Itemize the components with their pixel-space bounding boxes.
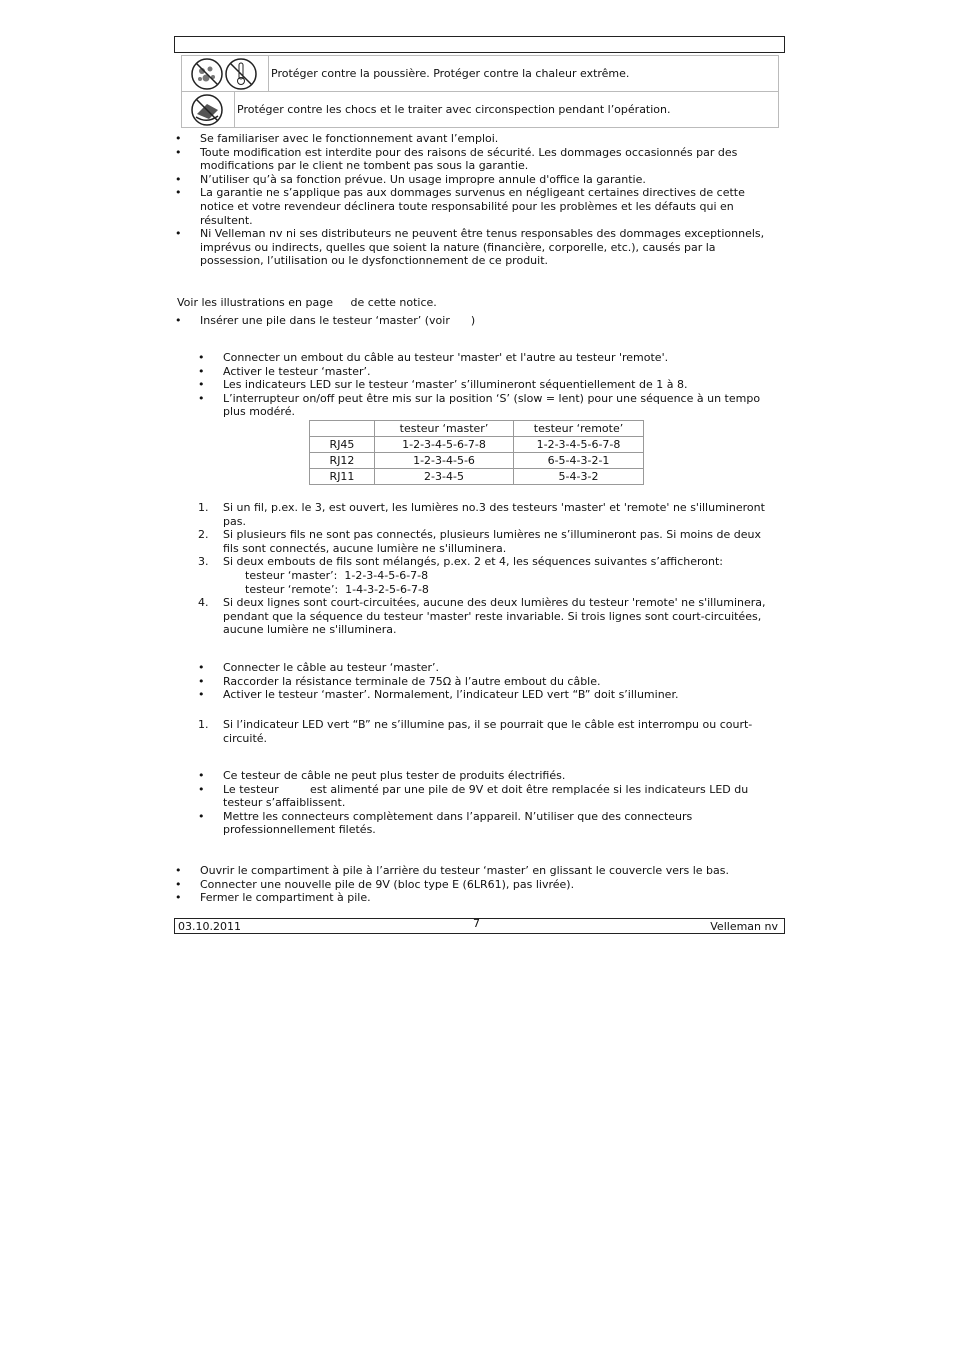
no-heat-icon bbox=[226, 59, 256, 89]
notes-list bbox=[198, 769, 778, 837]
list-item: • Activer le testeur ‘master’. bbox=[198, 365, 778, 379]
warning-text: Protéger contre la poussière. Protéger contre la chaleur extrême. bbox=[271, 66, 630, 80]
table-cell: 1-2-3-4-5-6-7-8 bbox=[375, 437, 514, 453]
list-item bbox=[198, 501, 778, 528]
footer-company: Velleman nv bbox=[710, 920, 778, 933]
warning-row-dust-heat bbox=[181, 55, 779, 92]
item-text: Si un fil, p.ex. le 3, est ouvert, les lumières no.3 des testeurs 'master' et 'remote' ne s'illumineront pas. bbox=[223, 501, 765, 528]
footer bbox=[174, 918, 785, 934]
sequence-line: testeur ‘remote’: 1-4-3-2-5-6-7-8 bbox=[245, 582, 429, 596]
sequence-line: testeur ‘master’: 1-2-3-4-5-6-7-8 bbox=[245, 568, 429, 582]
table-cell: RJ45 bbox=[310, 437, 375, 453]
warning-icons bbox=[182, 56, 269, 91]
list-item: • Activer le testeur ‘master’. Normalement, l’indicateur LED vert “B” doit s’illuminer. bbox=[198, 688, 778, 702]
list-item: • La garantie ne s’applique pas aux dommages survenus en négligeant certaines directives de cette notice et votre revendeur déclinera toute responsabilité pour les problèmes et les défauts qui en résultent. bbox=[175, 186, 775, 227]
general-guidelines-list bbox=[175, 132, 775, 268]
list-item: • Ni Velleman nv ni ses distributeurs ne peuvent être tenus responsables des dommages exceptionnels, imprévus ou indirects, quelles que soient la nature (financière, corporelle, etc.), causés par la possession, l’utilisation ou le dysfonctionnement de ce produit. bbox=[175, 227, 775, 268]
list-item: • Mettre les connecteurs complètement dans l’appareil. N’utiliser que des connecteurs professionnellement filetés. bbox=[198, 810, 778, 837]
list-item: • Connecter un embout du câble au testeur 'master' et l'autre au testeur 'remote'. bbox=[198, 351, 778, 365]
usage-list bbox=[198, 351, 778, 419]
table-cell: 1-2-3-4-5-6 bbox=[375, 453, 514, 469]
table-header-row bbox=[310, 421, 644, 437]
no-dust-icon bbox=[182, 56, 268, 91]
warning-text: Protéger contre les chocs et le traiter avec circonspection pendant l’opération. bbox=[237, 102, 671, 116]
list-item: • Le testeur est alimenté par une pile de 9V et doit être remplacée si les indicateurs LED du testeur s’affaiblissent. bbox=[198, 783, 778, 810]
list-item: • N’utiliser qu’à sa fonction prévue. Un usage impropre annule d'office la garantie. bbox=[175, 173, 775, 187]
footer-date: 03.10.2011 bbox=[178, 920, 241, 933]
list-item: • Raccorder la résistance terminale de 75Ω à l’autre embout du câble. bbox=[198, 675, 778, 689]
page-number: 7 bbox=[473, 917, 480, 930]
table-cell: RJ12 bbox=[310, 453, 375, 469]
list-item: • Ouvrir le compartiment à pile à l’arrière du testeur ‘master’ en glissant le couvercle vers le bas. bbox=[175, 864, 775, 878]
header-bar bbox=[174, 36, 785, 53]
item-text: Si l’indicateur LED vert “B” ne s’illumine pas, il se pourrait que le câble est interrompu ou court-circuité. bbox=[223, 718, 753, 745]
list-item: • Connecter une nouvelle pile de 9V (bloc type E (6LR61), pas livrée). bbox=[175, 878, 775, 892]
list-item: • L’interrupteur on/off peut être mis sur la position ‘S’ (slow = lent) pour une séquence à un tempo plus modéré. bbox=[198, 392, 778, 419]
table-cell: 6-5-4-3-2-1 bbox=[514, 453, 644, 469]
table-header-cell: testeur ‘remote’ bbox=[514, 421, 644, 437]
item-number: 3. bbox=[198, 555, 209, 569]
table-row bbox=[310, 437, 644, 453]
coax-test-list bbox=[198, 661, 778, 702]
fault-list bbox=[198, 501, 778, 637]
list-item: • Toute modification est interdite pour des raisons de sécurité. Les dommages occasionnés par des modifications par le client ne tombent pas sous la garantie. bbox=[175, 146, 775, 173]
list-item bbox=[198, 555, 778, 596]
sequence-table bbox=[309, 420, 644, 485]
item-text: Si deux lignes sont court-circuitées, aucune des deux lumières du testeur 'remote' ne s'illuminera, pendant que la séquence du testeur 'master' reste invariable. Si trois lignes sont court-circuitées, aucune lumière ne s'illuminera. bbox=[223, 596, 766, 637]
list-item bbox=[198, 596, 778, 637]
warning-row-handle-care bbox=[181, 91, 779, 128]
table-cell: 2-3-4-5 bbox=[375, 469, 514, 485]
list-item: • Ce testeur de câble ne peut plus tester de produits électrifiés. bbox=[198, 769, 778, 783]
battery-insert-list bbox=[175, 314, 775, 328]
item-number: 4. bbox=[198, 596, 209, 610]
table-header-cell: testeur ‘master’ bbox=[375, 421, 514, 437]
list-item: • Se familiariser avec le fonctionnement avant l’emploi. bbox=[175, 132, 775, 146]
list-item bbox=[198, 528, 778, 555]
warning-icons bbox=[182, 92, 235, 127]
item-number: 2. bbox=[198, 528, 209, 542]
table-cell: 1-2-3-4-5-6-7-8 bbox=[514, 437, 644, 453]
item-text: Si plusieurs fils ne sont pas connectés, plusieurs lumières ne s’illumineront pas. Si moins de deux fils sont connectés, aucune lumière ne s'illuminera. bbox=[223, 528, 762, 555]
list-item: • Les indicateurs LED sur le testeur ‘master’ s’illumineront séquentiellement de 1 à 8. bbox=[198, 378, 778, 392]
list-item: • Fermer le compartiment à pile. bbox=[175, 891, 775, 905]
list-item: • Insérer une pile dans le testeur ‘master’ (voir ) bbox=[175, 314, 775, 328]
list-item bbox=[198, 718, 778, 745]
table-row bbox=[310, 453, 644, 469]
illustrations-reference: Voir les illustrations en page de cette notice. bbox=[177, 296, 437, 309]
table-header-cell bbox=[310, 421, 375, 437]
item-number: 1. bbox=[198, 501, 209, 514]
table-cell: 5-4-3-2 bbox=[514, 469, 644, 485]
handle-with-care-icon bbox=[182, 92, 234, 127]
table-row bbox=[310, 469, 644, 485]
list-item: • Connecter le câble au testeur ‘master’. bbox=[198, 661, 778, 675]
item-text: Si deux embouts de fils sont mélangés, p.ex. 2 et 4, les séquences suivantes s’afficheront: bbox=[223, 555, 723, 569]
table-cell: RJ11 bbox=[310, 469, 375, 485]
item-number: 1. bbox=[198, 718, 209, 731]
coax-fault-list bbox=[198, 718, 778, 745]
battery-replacement-list bbox=[175, 864, 775, 905]
